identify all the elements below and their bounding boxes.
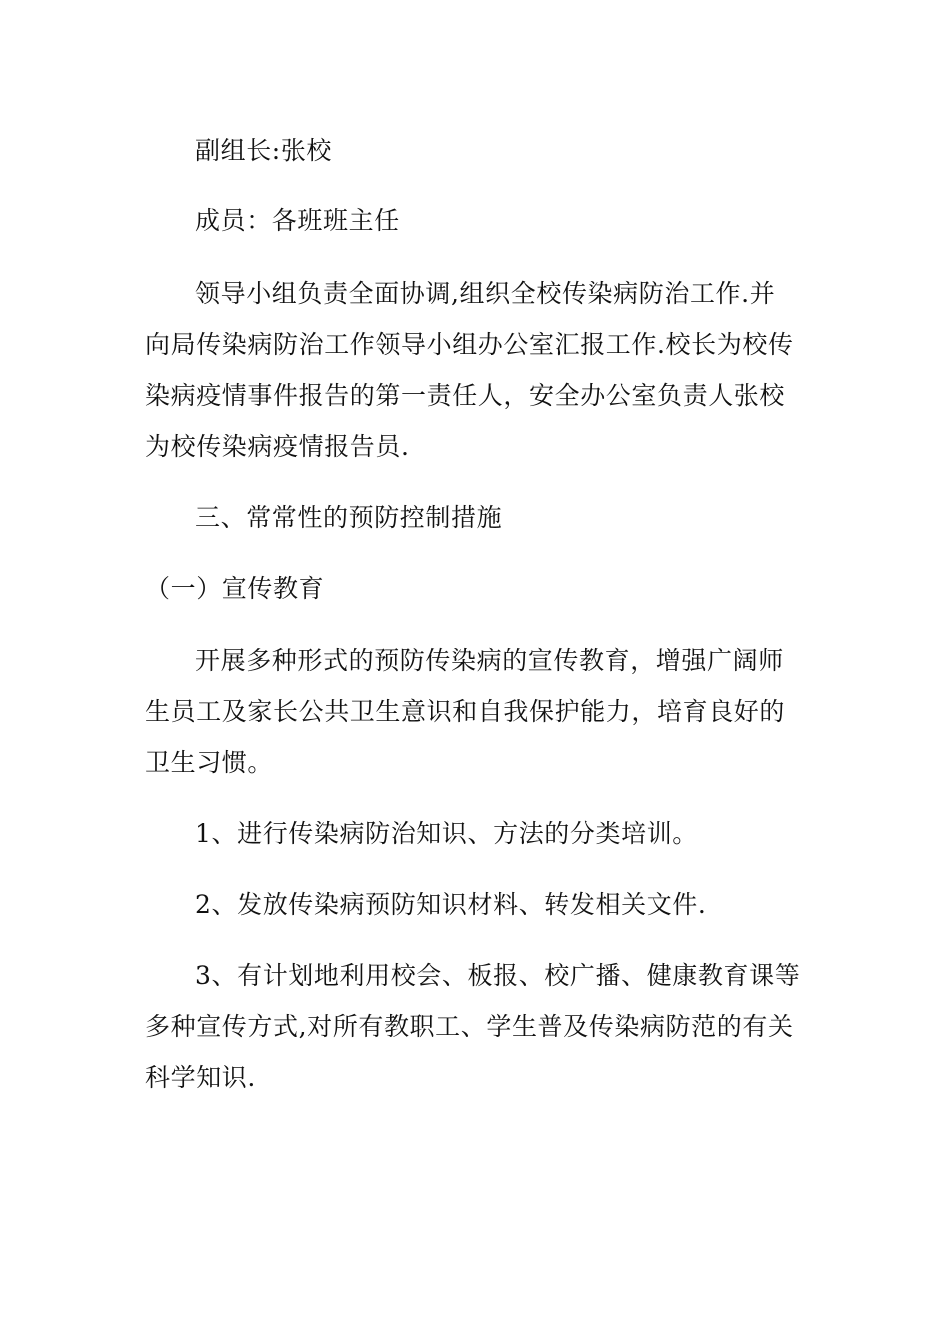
subsection-heading: （一）宣传教育 [145,574,325,603]
paragraph-line: 生员工及家长公共卫生意识和自我保护能力，培育良好的 [145,697,786,726]
paragraph-line: 卫生习惯。 [145,748,274,777]
paragraph-line: 染病疫情事件报告的第一责任人，安全办公室负责人张校 [145,381,786,410]
deputy-leader-line: 副组长:张校 [195,136,333,165]
paragraph-line: 开展多种形式的预防传染病的宣传教育，增强广阔师 [195,646,784,675]
members-line: 成员：各班班主任 [195,206,400,235]
list-item-continuation: 科学知识. [145,1063,256,1092]
list-item: 1、进行传染病防治知识、方法的分类培训。 [195,819,698,848]
list-item: 3、有计划地利用校会、板报、校广播、健康教育课等 [195,961,801,990]
section-heading: 三、常常性的预防控制措施 [195,503,503,532]
list-item: 2、发放传染病预防知识材料、转发相关文件. [195,890,707,919]
list-item-continuation: 多种宣传方式,对所有教职工、学生普及传染病防范的有关 [145,1012,794,1041]
paragraph-line: 领导小组负责全面协调,组织全校传染病防治工作.并 [195,279,776,308]
paragraph-line: 向局传染病防治工作领导小组办公室汇报工作.校长为校传 [145,330,794,359]
paragraph-line: 为校传染病疫情报告员. [145,432,410,461]
